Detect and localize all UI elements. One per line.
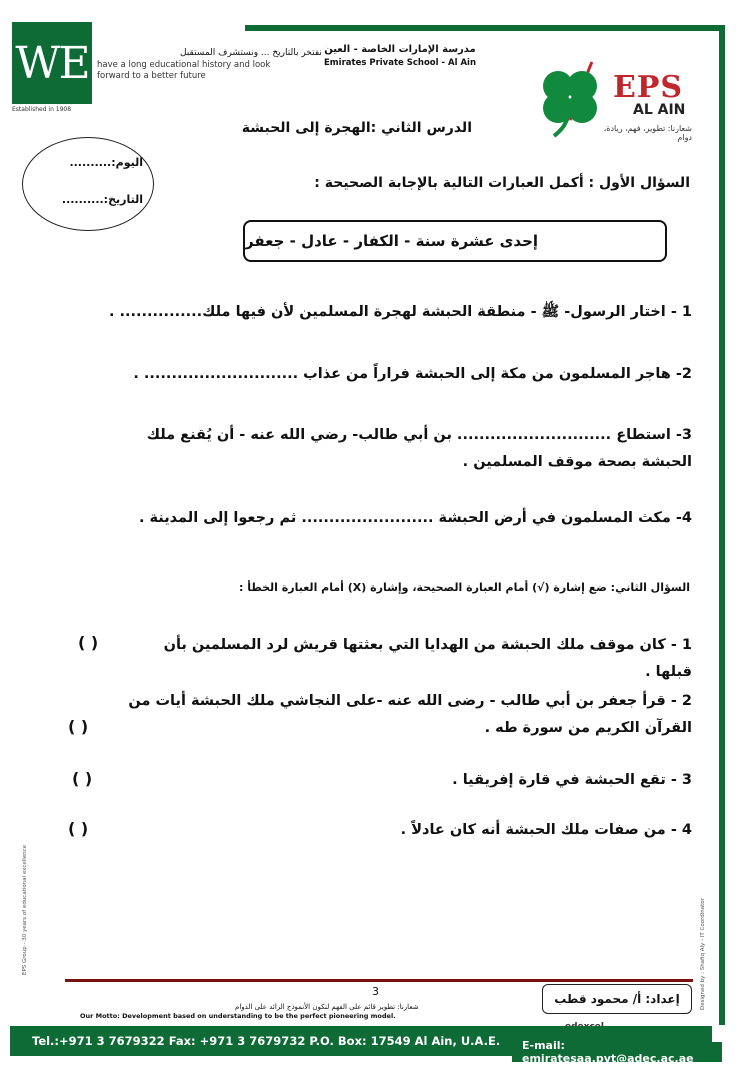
we-logo: WE [12,22,92,104]
page-frame-top [245,25,725,31]
side-note-left: EPS Group - 30 years of educational excellence [22,844,28,975]
answer-bracket: ( ) [78,633,99,652]
contact-bar: Tel.:+971 3 7679322 Fax: +971 3 7679732 P.O. Box: 17549 Al Ain, U.A.E. [10,1026,712,1056]
day-field: اليوم:.......... [69,156,143,169]
lesson-title: الدرس الثاني :الهجرة إلى الحبشة [241,120,472,136]
word-bank: إحدى عشرة سنة - الكفار - عادل - جعفر [243,220,667,262]
email-bar: E-mail: emiratesaa.pvt@adec.ac.ae [512,1042,722,1062]
motto-en: Our Motto: Development based on understanding to be the perfect pioneering model. [80,1012,396,1020]
school-name-ar: مدرسة الإمارات الخاصة - العين [324,44,476,55]
we-tagline-en: have a long educational history and look forward to a better future [97,60,271,81]
date-field: التاريخ:.......... [61,193,143,206]
eps-logo-text: EPS [613,70,684,105]
q1-item-1: 1 - اختار الرسول- ﷺ - منطقة الحبشة لهجرة المسلمين لأن فيها ملك............... . [108,304,692,320]
we-established: Established in 1908 [12,106,72,113]
eps-city: AL AIN [633,102,686,118]
we-tagline-ar: نفتخر بالتاريخ ... ونستشرف المستقبل [180,48,322,58]
q2-item-3: 3 - تقع الحبشة في قارة إفريقيا . [452,772,692,788]
q2-item-1: 1 - كان موقف ملك الحبشة من الهدايا التي بعثتها قريش لرد المسلمين بأن قبلها . [163,637,692,680]
footer-rule [65,979,693,982]
date-box [22,137,154,231]
question1-title: السؤال الأول : أكمل العبارات التالية بالإجابة الصحيحة : [314,175,690,191]
eps-motto: شعارنا: تطوير، فهم، ريادة، دوام [603,124,692,142]
page-number: 3 [372,985,379,998]
page-frame-right [719,25,725,1025]
answer-bracket: ( ) [68,819,89,838]
answer-bracket: ( ) [68,717,89,736]
motto-ar: شعارنا: تطوير قائم على الفهم لنكون الأنموذج الرائد على الدوام [235,1003,419,1011]
question2-title: السؤال الثاني: ضع إشارة (√) أمام العبارة الصحيحة، وإشارة (X) أمام العبارة الخطأ : [239,581,690,594]
side-note-right: Designed by : Shafiq Aly - IT Coordinator [700,898,706,1010]
q2-item-2: 2 - قرأ جعفر بن أبي طالب - رضى الله عنه -على النجاشي ملك الحبشة أيات من القرآن الكريم من سورة طه . [128,693,692,736]
q1-item-2: 2- هاجر المسلمون من مكة إلى الحبشة فراراً من عذاب ............................ . [133,366,692,382]
school-name-en: Emirates Private School - Al Ain [324,58,476,68]
q1-item-3: 3- استطاع ............................ بن أبي طالب- رضي الله عنه - أن يُقنع ملك الحبشة بصحة موقف المسلمين . [146,427,692,470]
q1-item-4: 4- مكث المسلمون في أرض الحبشة ........................ ثم رجعوا إلى المدينة . [138,510,692,526]
answer-bracket: ( ) [72,769,93,788]
author-box: إعداد: أ/ محمود قطب [542,984,692,1014]
q2-item-4: 4 - من صفات ملك الحبشة أنه كان عادلاً . [400,822,692,838]
